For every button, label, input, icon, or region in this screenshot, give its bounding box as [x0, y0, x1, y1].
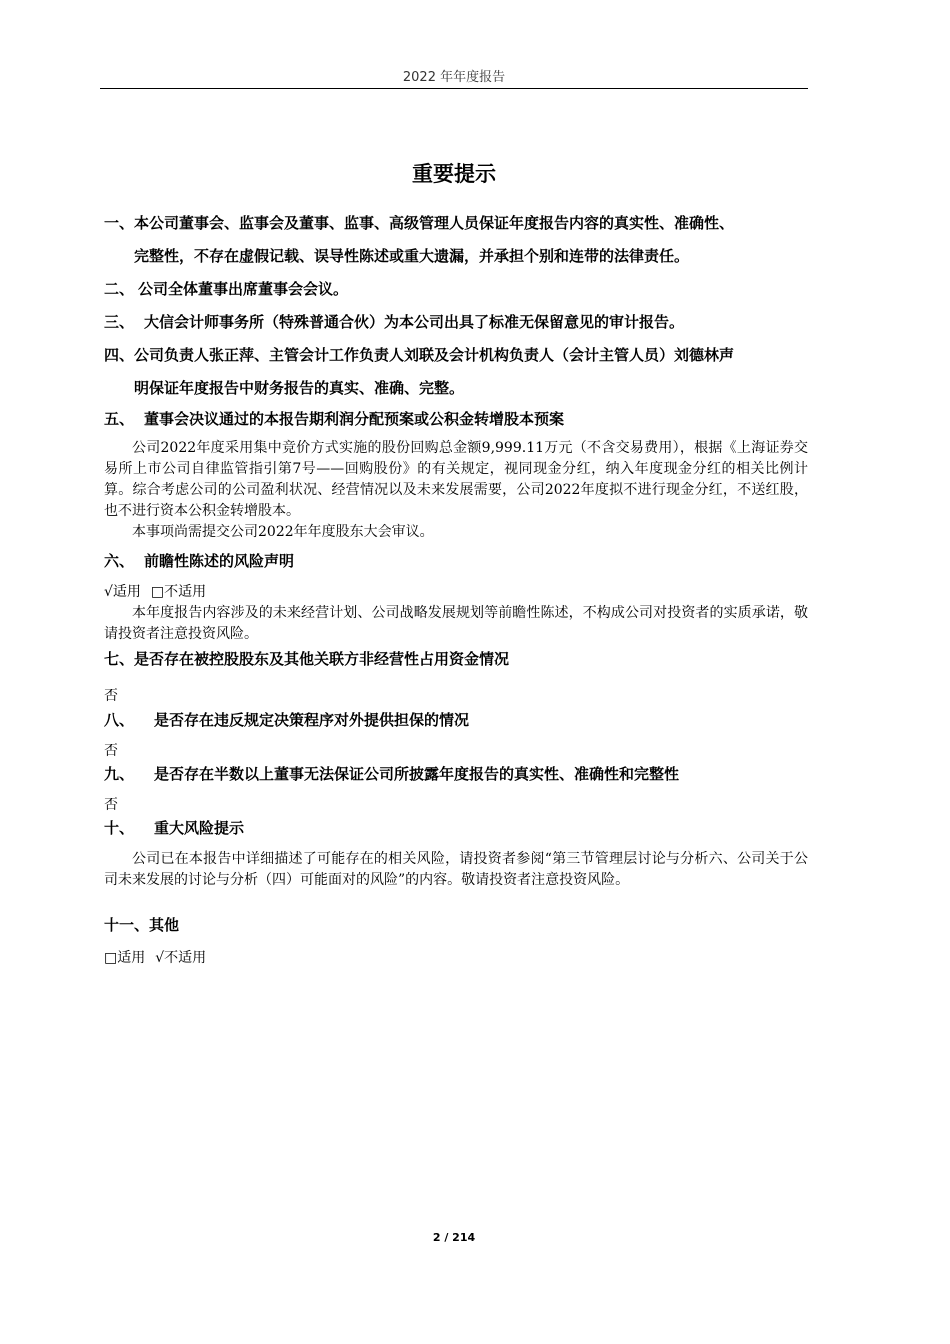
item-7-text: 是否存在被控股股东及其他关联方非经营性占用资金情况 — [134, 650, 510, 668]
running-header: 2022 年年度报告 — [402, 70, 506, 85]
item-6-options — [104, 581, 216, 601]
item-1-line2: 完整性，不存在虚假记载、误导性陈述或重大遗漏，并承担个别和连带的法律责任。 — [134, 247, 690, 265]
item-8-answer: 否 — [104, 743, 118, 759]
item-7-heading — [104, 648, 509, 669]
item-10-number: 十、 — [104, 819, 135, 837]
item-7-answer: 否 — [104, 688, 118, 704]
item-3-text: 大信会计师事务所（特殊普通合伙）为本公司出具了标准无保留意见的审计报告。 — [144, 313, 685, 331]
item-8-text: 是否存在违反规定决策程序对外提供担保的情况 — [154, 711, 470, 729]
item-9-number: 九、 — [104, 765, 135, 783]
item-11-option-not-applicable: √不适用 — [155, 950, 207, 966]
item-6-paragraph: 本年度报告内容涉及的未来经营计划、公司战略发展规划等前瞻性陈述，不构成公司对投资者的实质承诺，敬请投资者注意投资风险。 — [104, 605, 808, 642]
item-6-option-applicable: √适用 — [104, 584, 141, 600]
item-10-heading — [104, 817, 244, 838]
item-9-text: 是否存在半数以上董事无法保证公司所披露年度报告的真实性、准确性和完整性 — [154, 765, 680, 783]
header-divider — [100, 88, 808, 89]
item-3-number: 三、 — [104, 313, 135, 331]
item-5-paragraph-2: 本事项尚需提交公司2022年年度股东大会审议。 — [132, 524, 434, 540]
item-5-body — [104, 438, 808, 543]
item-1-heading — [104, 212, 734, 233]
item-8-number: 八、 — [104, 711, 135, 729]
item-10-text: 重大风险提示 — [154, 819, 245, 837]
item-6-body — [104, 603, 808, 645]
item-2-text: 公司全体董事出席董事会会议。 — [138, 280, 349, 298]
item-11-number: 十一、 — [104, 916, 150, 934]
item-2-number: 二、 — [104, 280, 135, 298]
page-number: 2 / 214 — [432, 1231, 476, 1244]
item-4-number: 四、 — [104, 346, 135, 364]
item-6-option-not-applicable: □不适用 — [150, 584, 207, 600]
item-5-paragraph-1: 公司2022年度采用集中竞价方式实施的股份回购总金额9,999.11万元（不含交易费用），根据《上海证券交易所上市公司自律监管指引第7号——回购股份》的有关规定，视同现金分红，纳入年度现金分红的相关比例计算。综合考虑公司的公司盈利状况、经营情况以及未来发展需要，公司2022年度拟不进行现金分红，不送红股，也不进行资本公积金转增股本。 — [104, 440, 808, 519]
item-10-paragraph: 公司已在本报告中详细描述了可能存在的相关风险，请投资者参阅“第三节管理层讨论与分析六、公司关于公司未来发展的讨论与分析（四）可能面对的风险”的内容。敬请投资者注意投资风险。 — [104, 851, 808, 888]
item-6-text: 前瞻性陈述的风险声明 — [144, 552, 295, 570]
item-10-body — [104, 849, 808, 891]
item-5-heading — [104, 408, 564, 429]
item-1-number: 一、 — [104, 214, 135, 232]
item-9-heading — [104, 763, 679, 784]
item-9-answer: 否 — [104, 797, 118, 813]
item-2-heading — [104, 278, 348, 299]
item-5-text: 董事会决议通过的本报告期利润分配预案或公积金转增股本预案 — [144, 410, 565, 428]
item-11-text: 其他 — [149, 916, 180, 934]
item-8-heading — [104, 709, 469, 730]
item-4-heading — [104, 344, 734, 365]
item-11-options — [104, 947, 216, 967]
item-4-line2: 明保证年度报告中财务报告的真实、准确、完整。 — [134, 379, 465, 397]
item-5-number: 五、 — [104, 410, 135, 428]
item-1-line1: 本公司董事会、监事会及董事、监事、高级管理人员保证年度报告内容的真实性、准确性、 — [134, 214, 735, 232]
item-11-heading — [104, 914, 179, 935]
item-3-heading — [104, 311, 684, 332]
item-11-option-applicable: □适用 — [104, 950, 146, 966]
item-7-number: 七、 — [104, 650, 135, 668]
item-6-heading — [104, 550, 294, 571]
item-4-line1: 公司负责人张正萍、主管会计工作负责人刘联及会计机构负责人（会计主管人员）刘德林声 — [134, 346, 735, 364]
item-6-number: 六、 — [104, 552, 135, 570]
page-title: 重要提示 — [412, 162, 496, 186]
